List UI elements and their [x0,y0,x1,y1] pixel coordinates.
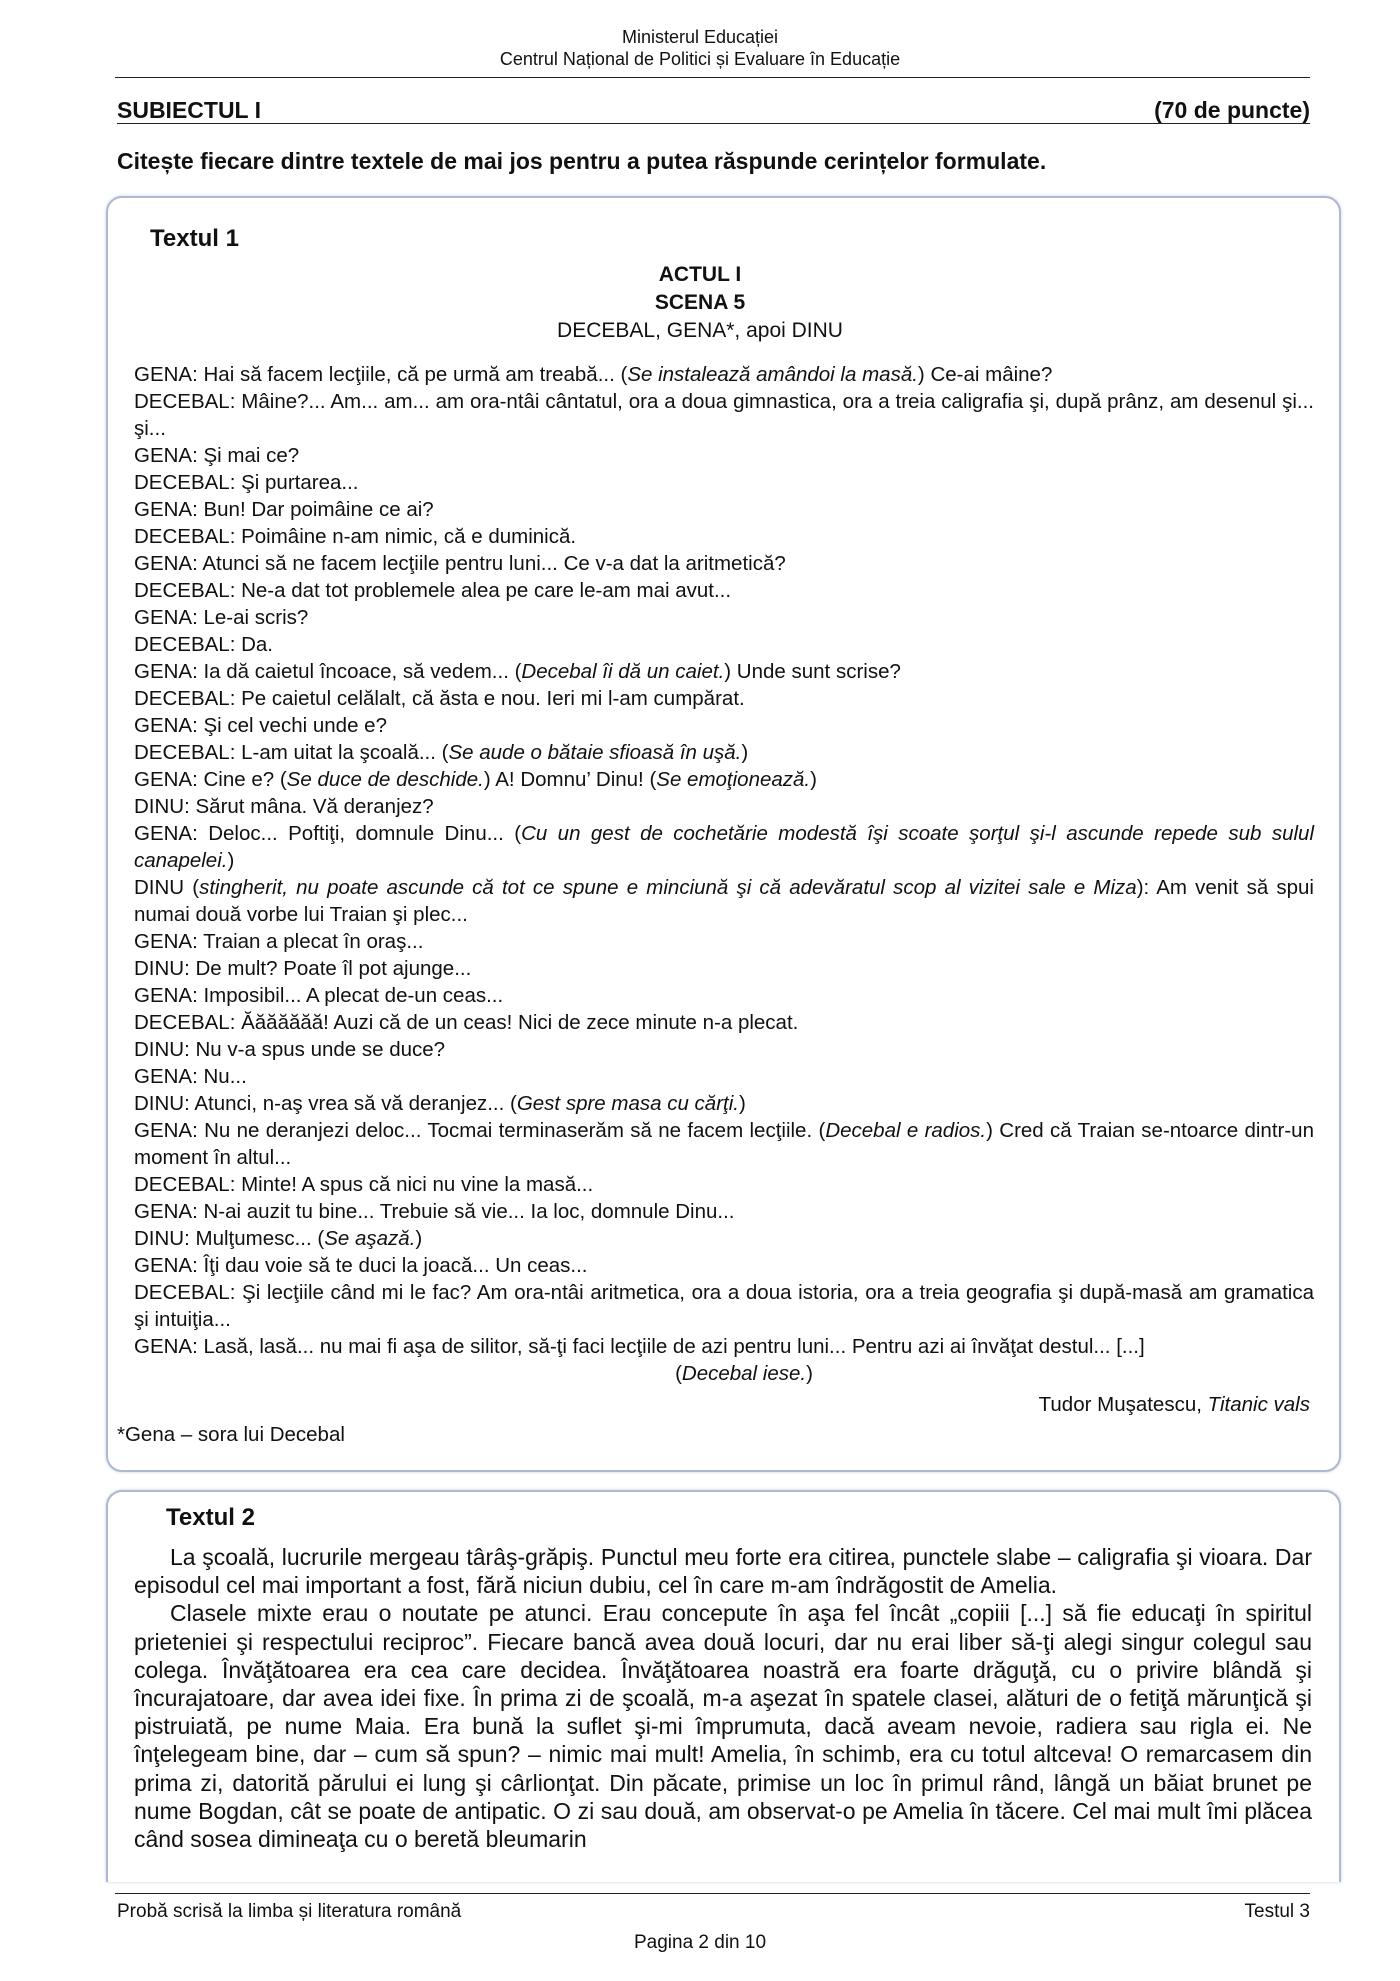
dialogue-line [134,550,1314,577]
dialogue-text: DINU: De mult? Poate îl pot ajunge... [134,957,472,980]
dialogue-text: ) [741,741,749,764]
dialogue-text: DECEBAL: Şi lecţiile când mi le fac? Am ora-ntâi aritmetica, ora a doua istoria, ora a treia geografia şi după-masă am gramatica şi intuiţia... [134,1281,1314,1331]
text2-label: Textul 2 [166,1504,255,1531]
subject-divider [117,123,1310,124]
dialogue-line [134,1252,1314,1279]
dialogue-text: ) [415,1227,423,1250]
dialogue-line [134,1063,1314,1090]
dialogue-line [134,1009,1314,1036]
author-name: Tudor Muşatescu, [1038,1393,1208,1416]
footer-page-number: Pagina 2 din 10 [633,1932,767,1953]
dialogue-line [134,1198,1314,1225]
dialogue-line [134,820,1314,874]
stage-direction: Cu un gest de cochetărie modestă îşi scoate şorţul şi-l ascunde repede sub sulul canapelei. [134,822,1315,872]
dialogue-line [134,1117,1314,1171]
stage-direction: Gest spre masa cu cărţi. [516,1092,739,1115]
dialogue-line [134,469,1314,496]
ministry-name: Ministerul Educației [621,27,779,47]
dialogue-text: GENA: Cine e? ( [134,768,287,791]
header-divider [115,77,1310,78]
dialogue-text: ) [227,849,235,872]
dialogue-text: ): Am venit să spui numai două vorbe lui Traian şi plec... [134,876,1314,926]
subject-points: (70 de puncte) [1154,97,1310,123]
dialogue-line [134,604,1314,631]
scene-heading [0,261,1400,345]
subject-title: SUBIECTUL I [117,97,261,123]
work-title: Titanic vals [1207,1393,1310,1416]
dialogue-text: GENA: Le-ai scris? [134,606,309,629]
dialogue-text: DECEBAL: Ne-a dat tot problemele alea pe care le-am mai avut... [134,579,732,602]
dialogue-text: GENA: Şi mai ce? [134,444,300,467]
footer-divider [115,1893,1310,1894]
dialogue-line [134,1225,1314,1252]
dialogue-body [134,361,1314,1387]
act-title: ACTUL I [658,263,742,286]
dialogue-text: ) A! Domnu’ Dinu! ( [483,768,657,791]
dialogue-line [134,982,1314,1009]
dialogue-line [134,955,1314,982]
stage-direction: stingherit, nu poate ascunde că tot ce spune e minciună şi că adevăratul scop al vizitei sale e Miza [199,876,1137,899]
stage-direction: Se instalează amândoi la masă. [627,363,918,386]
dialogue-text: DECEBAL: Şi purtarea... [134,471,359,494]
stage-direction: Se emoţionează. [656,768,811,791]
dialogue-line [134,361,1314,388]
dialogue-line [134,442,1314,469]
dialogue-text: GENA: Îţi dau voie să te duci la joacă... Un ceas... [134,1254,588,1277]
stage-direction: Decebal îi dă un caiet. [521,660,725,683]
center-name: Centrul Național de Politici și Evaluare în Educație [499,49,901,69]
dialogue-text: DINU ( [134,876,200,899]
dialogue-text: GENA: Bun! Dar poimâine ce ai? [134,498,434,521]
text2-paragraph: Clasele mixte erau o noutate pe atunci. Erau concepute în aşa fel încât „copiii [...] să fie educaţi în spiritul prieteniei şi respectului reciproc”. Fiecare bancă avea două locuri, dar nu erai liber să-ţi alegi singur colegul sau colega. Învăţătoarea era cea care decidea. Învăţătoarea noastră era foarte drăguţă, cu o privire blândă şi încurajatoare, dar avea idei fixe. În prima zi de şcoală, m-a aşezat în spatele clasei, alături de o fetiţă mărunţică şi pistruiată, pe nume Maia. Era bună la suflet şi-mi împrumuta, dacă aveam nevoie, radiera sau rigla ei. Ne înţelegeam bine, dar – cum să spun? – nimic mai mult! Amelia, în schimb, era cu totul altceva! O remarcasem din prima zi, datorită părului ei lung şi cârlionţat. Din păcate, primise un loc în primul rând, lângă un băiat brunet pe nume Bogdan, cât se poate de antipatic. O zi sau două, am observat-o pe Amelia în tăcere. Cel mai mult îmi plăcea când sosea dimineaţa cu o beretă bleumarin [134,1600,1312,1853]
subject-row [117,97,1310,124]
dialogue-line [134,1090,1314,1117]
dialogue-line [134,712,1314,739]
dialogue-text: GENA: Nu... [134,1065,247,1088]
footer-exam-name: Probă scrisă la limba și literatura română [117,1901,462,1922]
text2-paragraph: La şcoală, lucrurile mergeau târâş-grăpiş. Punctul meu forte era citirea, punctele slabe – caligrafia şi vioara. Dar episodul cel mai important a fost, fără niciun dubiu, cel în care m-am îndrăgostit de Amelia. [134,1544,1312,1599]
dialogue-text: ) Unde sunt scrise? [724,660,901,683]
dialogue-line [134,766,1314,793]
dialogue-line [134,685,1314,712]
dialogue-text: ) [810,768,817,791]
exit-direction [134,1360,1314,1387]
dialogue-text: DECEBAL: Ăăăăăăă! Auzi că de un ceas! Nici de zece minute n-a plecat. [134,1011,799,1034]
dialogue-text: GENA: Şi cel vechi unde e? [134,714,387,737]
dialogue-text: GENA: N-ai auzit tu bine... Trebuie să vie... Ia loc, domnule Dinu... [134,1200,735,1223]
dialogue-line [134,577,1314,604]
stage-direction: Decebal iese. [681,1362,807,1385]
dialogue-text: ) Cred că Traian se-ntoarce dintr-un moment în altul... [134,1119,1314,1169]
dialogue-line [134,874,1314,928]
dialogue-text: DINU: Nu v-a spus unde se duce? [134,1038,446,1061]
dialogue-line [134,388,1314,442]
dialogue-line [134,496,1314,523]
stage-direction: Se duce de deschide. [286,768,484,791]
dialogue-text: DECEBAL: L-am uitat la şcoală... ( [134,741,449,764]
dialogue-line [134,1171,1314,1198]
dialogue-text: ( [675,1362,682,1385]
stage-direction: Se aşază. [324,1227,416,1250]
dialogue-line [134,1279,1314,1333]
dialogue-text: DECEBAL: Mâine?... Am... am... am ora-ntâi cântatul, ora a doua gimnastica, ora a treia caligrafia şi, după prânz, am desenul şi... şi... [134,390,1314,440]
dialogue-line [134,1333,1314,1360]
stage-direction: Se aude o bătaie sfioasă în uşă. [448,741,742,764]
dialogue-text: DECEBAL: Da. [134,633,273,656]
dialogue-line [134,928,1314,955]
dialogue-text: DECEBAL: Poimâine n-am nimic, că e duminică. [134,525,577,548]
instruction-text: Citește fiecare dintre textele de mai jos pentru a putea răspunde cerințelor formulate. [117,148,1047,174]
dialogue-line [134,1036,1314,1063]
dialogue-text: GENA: Hai să facem lecţiile, că pe urmă am treabă... ( [134,363,628,386]
dialogue-text: GENA: Ia dă caietul încoace, să vedem... ( [134,660,522,683]
dialogue-text: DINU: Atunci, n-aş vrea să vă deranjez... ( [134,1092,517,1115]
scene-title: SCENA 5 [654,291,746,314]
text2-body [134,1543,1312,1853]
dialogue-text: GENA: Atunci să ne facem lecţiile pentru luni... Ce v-a dat la aritmetică? [134,552,786,575]
dialogue-line [134,658,1314,685]
scene-characters: DECEBAL, GENA*, apoi DINU [557,319,843,342]
dialogue-text: GENA: Nu ne deranjezi deloc... Tocmai terminaserăm să ne facem lecţiile. ( [134,1119,826,1142]
dialogue-text: DECEBAL: Pe caietul celălalt, că ăsta e nou. Ieri mi l-am cumpărat. [134,687,745,710]
dialogue-text: DECEBAL: Minte! A spus că nici nu vine la masă... [134,1173,594,1196]
dialogue-line [134,631,1314,658]
dialogue-text: ) Ce-ai mâine? [917,363,1053,386]
dialogue-text: DINU: Mulţumesc... ( [134,1227,325,1250]
dialogue-text: DINU: Sărut mâna. Vă deranjez? [134,795,434,818]
dialogue-text: GENA: Deloc... Poftiţi, domnule Dinu... ( [134,822,522,845]
dialogue-line [134,793,1314,820]
dialogue-line [134,523,1314,550]
footer-test-number: Testul 3 [1244,1901,1310,1922]
text1-source [1039,1393,1310,1417]
dialogue-text: ) [739,1092,746,1115]
stage-direction: Decebal e radios. [825,1119,987,1142]
text1-label: Textul 1 [150,225,239,252]
dialogue-text: GENA: Imposibil... A plecat de-un ceas... [134,984,504,1007]
text1-footnote: *Gena – sora lui Decebal [117,1423,345,1446]
dialogue-text: GENA: Traian a plecat în oraş... [134,930,424,953]
document-header [0,26,1400,70]
dialogue-text: GENA: Lasă, lasă... nu mai fi aşa de silitor, să-ţi faci lecţiile de azi pentru luni... Pentru azi ai învăţat destul... [...] [134,1335,1145,1358]
dialogue-text: ) [806,1362,813,1385]
dialogue-line [134,739,1314,766]
